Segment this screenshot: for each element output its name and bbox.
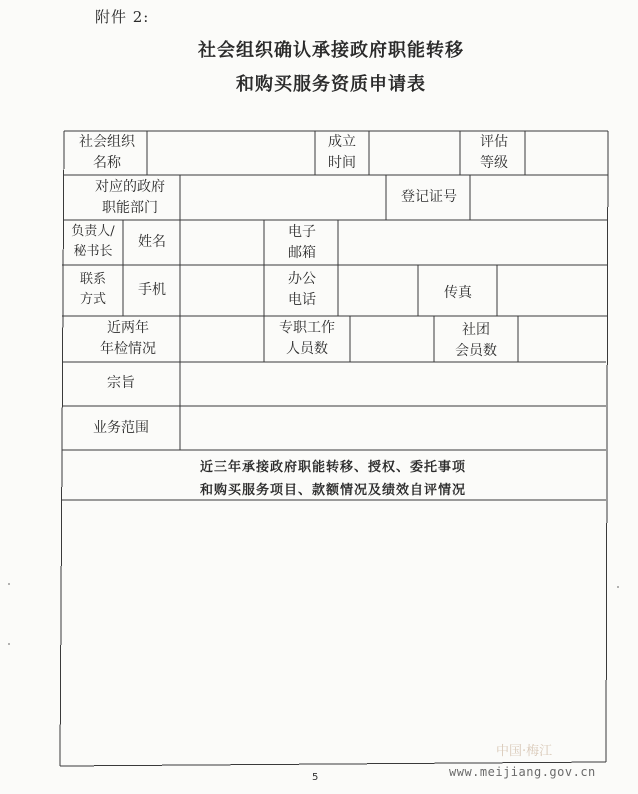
scan-speck [8, 643, 10, 645]
office-phone-label: 办公 电话 [288, 271, 316, 308]
attachment-label: 附件 2: [95, 8, 150, 26]
form-title-line1: 社会组织确认承接政府职能转移 [198, 40, 464, 61]
staff-label: 专职工作 人员数 [279, 320, 335, 357]
annual-check-label: 近两年 年检情况 [100, 320, 156, 357]
watermark-url: www.meijiang.gov.cn [449, 765, 596, 779]
mobile-label: 手机 [138, 282, 166, 298]
fax-label: 传真 [444, 285, 472, 301]
scope-label: 业务范围 [93, 420, 149, 436]
purpose-label: 宗旨 [107, 375, 135, 391]
contact-label: 联系 方式 [79, 272, 106, 307]
page-number: 5 [312, 772, 319, 783]
performance-section-heading-line2: 和购买服务项目、款额情况及绩效自评情况 [199, 483, 466, 498]
email-label: 电子 邮箱 [288, 224, 316, 261]
gov-dept-label: 对应的政府 职能部门 [95, 179, 165, 216]
rating-label: 评估 等级 [480, 134, 508, 171]
org-name-label: 社会组织 名称 [79, 134, 135, 171]
watermark-site-name: 中国·梅江 [496, 744, 553, 759]
performance-section-heading-line1: 近三年承接政府职能转移、授权、委托事项 [199, 460, 466, 475]
scan-speck [8, 583, 10, 585]
leader-label: 负责人/ 秘书长 [71, 224, 115, 259]
members-label: 社团 会员数 [455, 322, 497, 359]
scan-speck [617, 586, 619, 588]
established-label: 成立 时间 [328, 134, 356, 171]
form-title-line2: 和购买服务资质申请表 [236, 74, 426, 95]
reg-no-label: 登记证号 [401, 189, 457, 205]
name-label: 姓名 [138, 234, 166, 250]
